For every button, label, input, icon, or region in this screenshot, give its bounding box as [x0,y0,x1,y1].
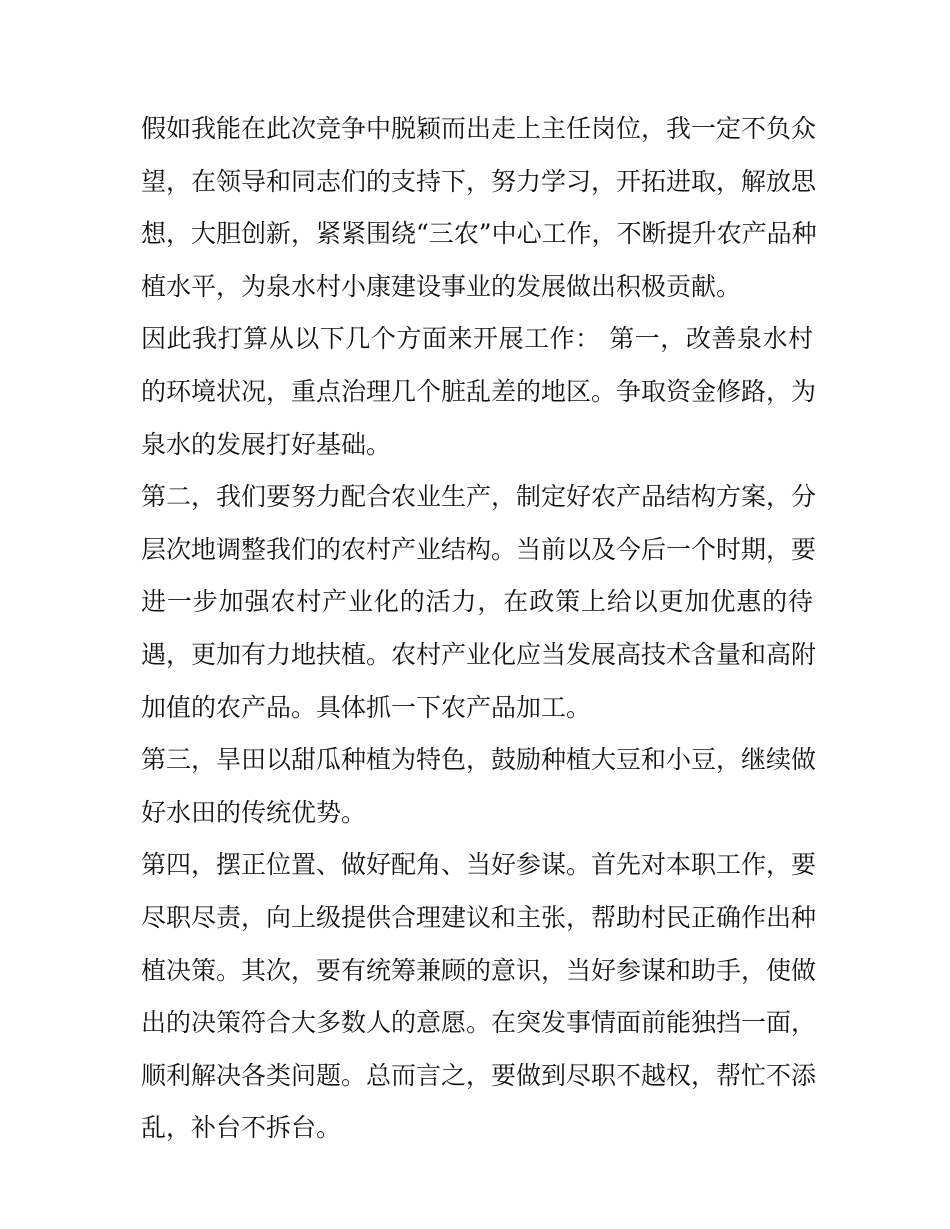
text-line: 想，大胆创新，紧紧围绕“三农”中心工作，不断提升农产品种 [141,219,817,249]
text-line: 望，在领导和同志们的支持下，努力学习，开拓进取，解放思 [141,166,817,196]
document-body [141,103,817,1155]
text-line: 植水平，为泉水村小康建设事业的发展做出积极贡献。 [141,271,742,301]
text-line: 进一步加强农村产业化的活力，在政策上给以更加优惠的待 [141,587,813,617]
text-line: 好水田的传统优势。 [141,797,367,827]
text-line: 植决策。其次，要有统筹兼顾的意识，当好参谋和助手，使做 [141,955,817,985]
text-line: 层次地调整我们的农村产业结构。当前以及今后一个时期，要 [141,534,817,564]
text-line: 第三，旱田以甜瓜种植为特色，鼓励种植大豆和小豆，继续做 [141,745,817,775]
text-line: 加值的农产品。具体抓一下农产品加工。 [141,692,592,722]
text-line: 第四，摆正位置、做好配角、当好参谋。首先对本职工作，要 [141,850,817,880]
text-line: 因此我打算从以下几个方面来开展工作： 第一，改善泉水村 [141,324,813,354]
text-line: 出的决策符合大多数人的意愿。在突发事情面前能独挡一面， [141,1008,817,1038]
text-line: 乱，补台不拆台。 [141,1113,342,1143]
text-line: 尽职尽责，向上级提供合理建议和主张，帮助村民正确作出种 [141,902,817,932]
text-line: 第二，我们要努力配合农业生产，制定好农产品结构方案，分 [141,482,817,512]
text-line: 的环境状况，重点治理几个脏乱差的地区。争取资金修路，为 [141,376,817,406]
text-line: 假如我能在此次竞争中脱颖而出走上主任岗位，我一定不负众 [141,114,817,143]
text-line: 顺利解决各类问题。总而言之，要做到尽职不越权，帮忙不添 [141,1060,817,1090]
text-line: 遇，更加有力地扶植。农村产业化应当发展高技术含量和高附 [141,639,817,669]
text-line: 泉水的发展打好基础。 [141,429,392,459]
